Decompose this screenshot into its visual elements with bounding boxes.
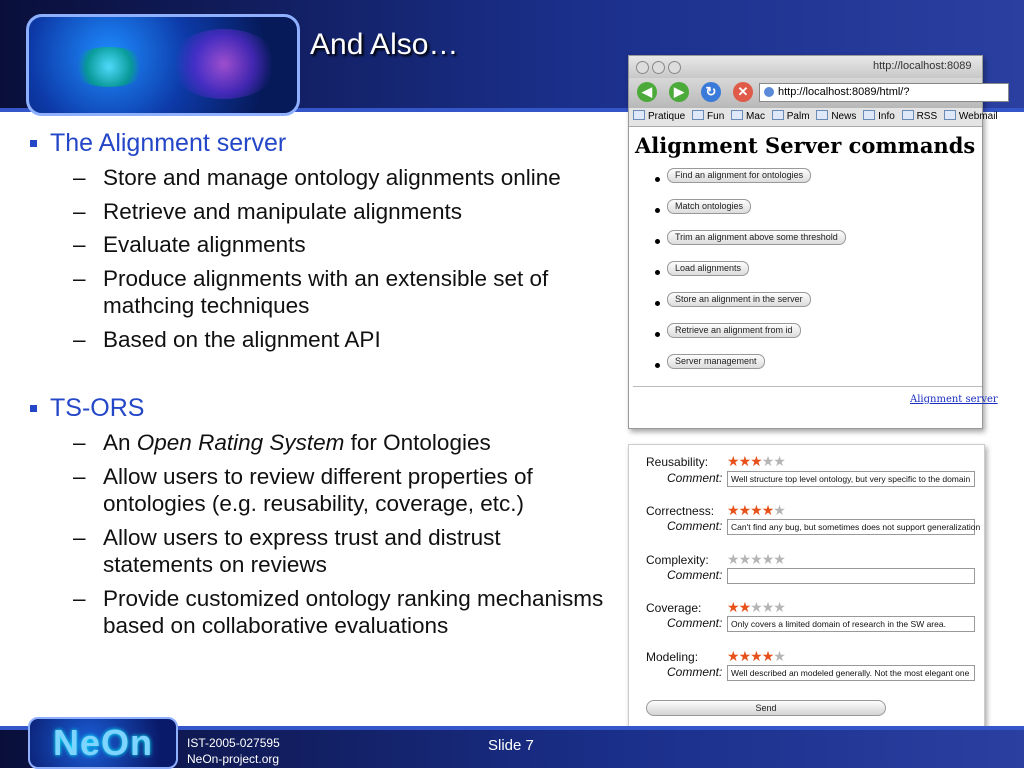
star-icon[interactable]: ★ — [761, 551, 774, 567]
project-website: NeOn-project.org — [187, 752, 280, 766]
star-icon[interactable]: ★ — [727, 648, 739, 664]
bullet-heading: The Alignment server — [28, 128, 608, 158]
command-button[interactable]: Server management — [667, 354, 765, 369]
list-item — [629, 323, 982, 354]
sub-bullet: – Store and manage ontology alignments online — [73, 165, 561, 190]
list-item — [629, 199, 982, 230]
rating-form — [628, 444, 985, 742]
neon-logo: NeOn — [28, 717, 178, 769]
minimize-window-icon[interactable] — [652, 61, 665, 74]
slide-title: And Also… — [310, 28, 459, 61]
star-icon[interactable]: ★ — [761, 648, 774, 664]
star-icon[interactable]: ★ — [727, 599, 739, 615]
sub-bullet: – Produce alignments with an extensible set of mathcing techniques — [73, 265, 549, 318]
comment-field[interactable]: Well structure top level ontology, but very specific to the domain — [727, 471, 975, 487]
comment-label: Comment: — [667, 665, 723, 679]
sub-bullet: – Allow users to express trust and distrust statements on reviews — [73, 524, 501, 577]
address-bar[interactable]: http://localhost:8089/html/? — [759, 83, 1009, 102]
star-icon[interactable]: ★ — [738, 551, 751, 567]
star-icon[interactable]: ★ — [761, 502, 774, 518]
bookmark-item[interactable]: Mac — [731, 108, 765, 126]
star-icon[interactable]: ★ — [727, 502, 739, 518]
comment-label: Comment: — [667, 471, 723, 485]
command-list — [629, 168, 982, 385]
list-item — [629, 354, 982, 385]
page-heading: Alignment Server commands — [635, 133, 976, 158]
comment-field[interactable]: Can't find any bug, but sometimes does not support generalization — [727, 519, 975, 535]
star-icon[interactable]: ★ — [727, 551, 739, 567]
star-icon[interactable]: ★ — [750, 453, 762, 469]
star-icon[interactable]: ★ — [727, 453, 739, 469]
command-button[interactable]: Load alignments — [667, 261, 749, 276]
command-button[interactable]: Find an alignment for ontologies — [667, 168, 811, 183]
bookmark-item[interactable]: Palm — [772, 108, 810, 126]
comment-label: Comment: — [667, 616, 723, 630]
zoom-window-icon[interactable] — [668, 61, 681, 74]
criterion-label: Complexity: — [646, 553, 709, 567]
bookmark-item[interactable]: RSS — [902, 108, 938, 126]
star-icon[interactable]: ★ — [773, 551, 785, 567]
star-icon[interactable]: ★ — [773, 599, 785, 615]
list-item — [629, 230, 982, 261]
stop-icon[interactable]: ✕ — [733, 82, 753, 102]
comment-field[interactable] — [727, 568, 975, 584]
list-item — [629, 168, 982, 199]
star-rating[interactable] — [727, 599, 785, 616]
bookmark-item[interactable]: News — [816, 108, 856, 126]
back-icon[interactable]: ◀ — [637, 82, 657, 102]
command-button[interactable]: Store an alignment in the server — [667, 292, 811, 307]
criterion-label: Reusability: — [646, 455, 709, 469]
star-icon[interactable]: ★ — [761, 453, 774, 469]
star-icon[interactable]: ★ — [738, 599, 751, 615]
list-item — [629, 261, 982, 292]
bookmark-item[interactable]: Webmail — [944, 108, 998, 126]
star-icon[interactable]: ★ — [738, 453, 751, 469]
star-icon[interactable]: ★ — [750, 599, 762, 615]
sub-bullet: – Evaluate alignments — [73, 232, 306, 257]
star-icon[interactable]: ★ — [773, 453, 785, 469]
comment-label: Comment: — [667, 519, 723, 533]
star-icon[interactable]: ★ — [750, 648, 762, 664]
bookmarks-bar — [629, 108, 998, 127]
star-icon[interactable]: ★ — [761, 599, 774, 615]
close-window-icon[interactable] — [636, 61, 649, 74]
criterion-label: Correctness: — [646, 504, 715, 518]
browser-toolbar — [629, 78, 982, 108]
send-button[interactable]: Send — [646, 700, 886, 716]
header-image — [26, 14, 300, 116]
star-icon[interactable]: ★ — [738, 648, 751, 664]
star-rating[interactable] — [727, 648, 785, 665]
sub-bullet: – An Open Rating System for Ontologies — [73, 430, 491, 455]
star-icon[interactable]: ★ — [750, 551, 762, 567]
reload-icon[interactable]: ↻ — [701, 82, 721, 102]
header-image-glow — [69, 47, 149, 87]
browser-window-title: http://localhost:8089 — [873, 60, 972, 72]
browser-screenshot — [628, 55, 998, 429]
command-button[interactable]: Trim an alignment above some threshold — [667, 230, 846, 245]
browser-titlebar — [629, 56, 982, 78]
comment-field[interactable]: Only covers a limited domain of research in the SW area. — [727, 616, 975, 632]
sub-bullet: – Allow users to review different properties of ontologies (e.g. reusability, coverage, etc.) — [73, 463, 533, 516]
sub-bullet: – Retrieve and manipulate alignments — [73, 198, 462, 224]
project-id: IST-2005-027595 — [187, 736, 280, 750]
sub-bullet: – Provide customized ontology ranking mechanisms based on collaborative evaluations — [73, 585, 604, 638]
bookmark-item[interactable]: Info — [863, 108, 895, 126]
list-item — [629, 292, 982, 323]
star-icon[interactable]: ★ — [750, 502, 762, 518]
alignment-server-link[interactable]: Alignment server — [910, 394, 998, 405]
bookmark-item[interactable]: Fun — [692, 108, 724, 126]
command-button[interactable]: Match ontologies — [667, 199, 751, 214]
header-image-glow — [169, 29, 279, 99]
bullet-content — [28, 128, 608, 640]
star-icon[interactable]: ★ — [773, 502, 785, 518]
command-button[interactable]: Retrieve an alignment from id — [667, 323, 801, 338]
bullet-heading: TS-ORS — [28, 393, 608, 423]
forward-icon[interactable]: ▶ — [669, 82, 689, 102]
slide-number: Slide 7 — [488, 737, 534, 754]
criterion-label: Modeling: — [646, 650, 699, 664]
comment-label: Comment: — [667, 568, 723, 582]
star-rating[interactable] — [727, 453, 785, 470]
divider — [633, 386, 982, 387]
comment-field[interactable]: Well described an modeled generally. Not the most elegant one — [727, 665, 975, 681]
sub-bullet: – Based on the alignment API — [73, 326, 381, 352]
star-icon[interactable]: ★ — [738, 502, 751, 518]
bookmark-item[interactable]: Pratique — [633, 108, 685, 126]
star-icon[interactable]: ★ — [773, 648, 785, 664]
criterion-label: Coverage: — [646, 601, 702, 615]
star-rating[interactable] — [727, 551, 785, 568]
star-rating[interactable] — [727, 502, 785, 519]
